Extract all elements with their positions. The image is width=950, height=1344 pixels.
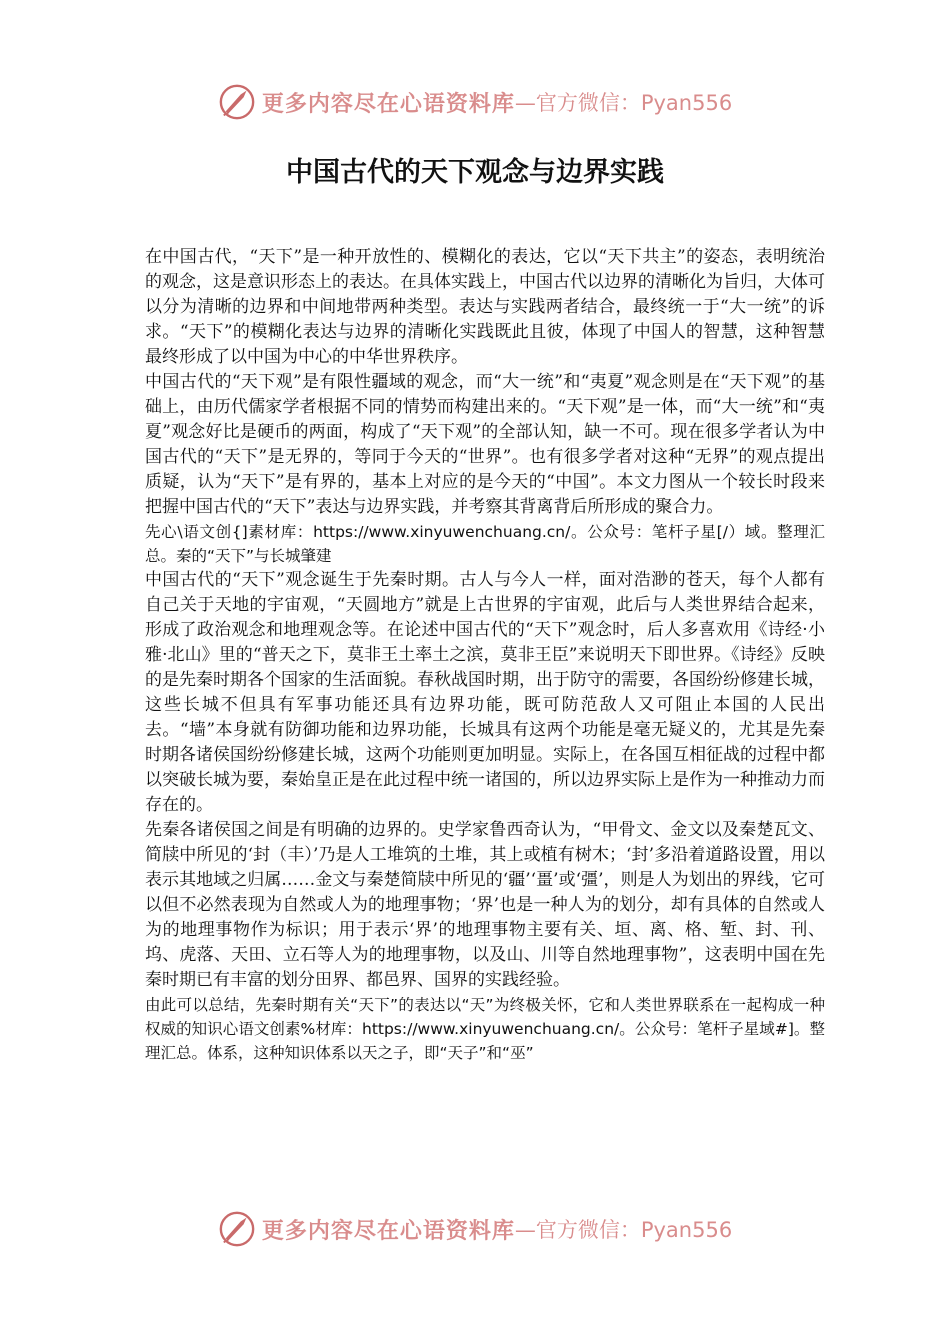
watermark-paragraph: 先心\语文创{]素材库：https://www.xinyuwenchuang.cn/。公众号：笔杆子星[/）域。整理汇总。秦的“天下”与长城肇建 <box>145 523 825 565</box>
banner-slogan: 更多内容尽在心语资料库 <box>261 90 515 117</box>
header-banner <box>0 80 950 124</box>
page-title: 中国古代的天下观念与边界实践 <box>286 157 664 188</box>
pen-logo-icon <box>218 83 256 121</box>
paragraph: 在中国古代，“天下”是一种开放性的、模糊化的表达，它以“天下共主”的姿态，表明统治的观念，这是意识形态上的表达。在具体实践上，中国古代以边界的清晰化为旨归，大体可以分为清晰的边界和中间地带两种类型。表达与实践两者结合，最终统一于“大一统”的诉求。“天下”的模糊化表达与边界的清晰化实践既此且彼，体现了中国人的智慧，这种智慧最终形成了以中国为中心的中华世界秩序。 <box>145 247 825 367</box>
banner-contact: —官方微信：Pyan556 <box>514 1218 733 1242</box>
paragraph: 先秦各诸侯国之间是有明确的边界的。史学家鲁西奇认为，“甲骨文、金文以及秦楚瓦文、简牍中所见的‘封（丰）’乃是人工堆筑的土堆，其上或植有树木；‘封’多沿着道路设置，用以表示其地域之归属……金文与秦楚简牍中所见的‘疆’‘畺’或‘彊’，则是人为划出的界线，它可以但不必然表现为自然或人为的地理事物；‘界’也是一种人为的划分，却有具体的自然或人为的地理事物作为标识；用于表示‘界’的地理事物主要有关、垣、离、格、堑、封、刊、坞、虎落、天田、立石等人为的地理事物，以及山、川等自然地理事物”，这表明中国在先秦时期已有丰富的划分田界、都邑界、国界的实践经验。 <box>145 820 825 990</box>
pen-logo-icon <box>218 1210 256 1248</box>
banner-slogan: 更多内容尽在心语资料库 <box>261 1217 515 1244</box>
watermark-paragraph: 由此可以总结，先秦时期有关“天下”的表达以“天”为终极关怀，它和人类世界联系在一起构成一种权威的知识心语文创素%材库：https://www.xinyuwenchuang.cn/。公众号：笔杆子星域#]。整理汇总。体系，这种知识体系以天之子，即“天子”和“巫” <box>145 996 825 1062</box>
footer-banner <box>0 1207 950 1251</box>
article-body <box>145 245 825 1065</box>
paragraph: 中国古代的“天下观”是有限性疆域的观念，而“大一统”和“夷夏”观念则是在“天下观”的基础上，由历代儒家学者根据不同的情势而构建出来的。“天下观”是一体，而“大一统”和“夷夏”观念好比是硬币的两面，构成了“天下观”的全部认知，缺一不可。现在很多学者认为中国古代的“天下”是无界的，等同于今天的“世界”。也有很多学者对这种“无界”的观点提出质疑，认为“天下”是有界的，基本上对应的是今天的“中国”。本文力图从一个较长时段来把握中国古代的“天下”表达与边界实践，并考察其背离背后所形成的聚合力。 <box>145 372 825 517</box>
paragraph: 中国古代的“天下”观念诞生于先秦时期。古人与今人一样，面对浩渺的苍天，每个人都有自己关于天地的宇宙观，“天圆地方”就是上古世界的宇宙观，此后与人类世界结合起来，形成了政治观念和地理观念等。在论述中国古代的“天下”观念时，后人多喜欢用《诗经·小雅·北山》里的“普天之下，莫非王土率土之滨，莫非王臣”来说明天下即世界。《诗经》反映的是先秦时期各个国家的生活面貌。春秋战国时期，出于防守的需要，各国纷纷修建长城，这些长城不但具有军事功能还具有边界功能，既可防范敌人又可阻止本国的人民出去。“墙”本身就有防御功能和边界功能，长城具有这两个功能是毫无疑义的，尤其是先秦时期各诸侯国纷纷修建长城，这两个功能则更加明显。实际上，在各国互相征战的过程中都以突破长城为要，秦始皇正是在此过程中统一诸国的，所以边界实际上是作为一种推动力而存在的。 <box>145 570 825 815</box>
banner-contact: —官方微信：Pyan556 <box>514 91 733 115</box>
